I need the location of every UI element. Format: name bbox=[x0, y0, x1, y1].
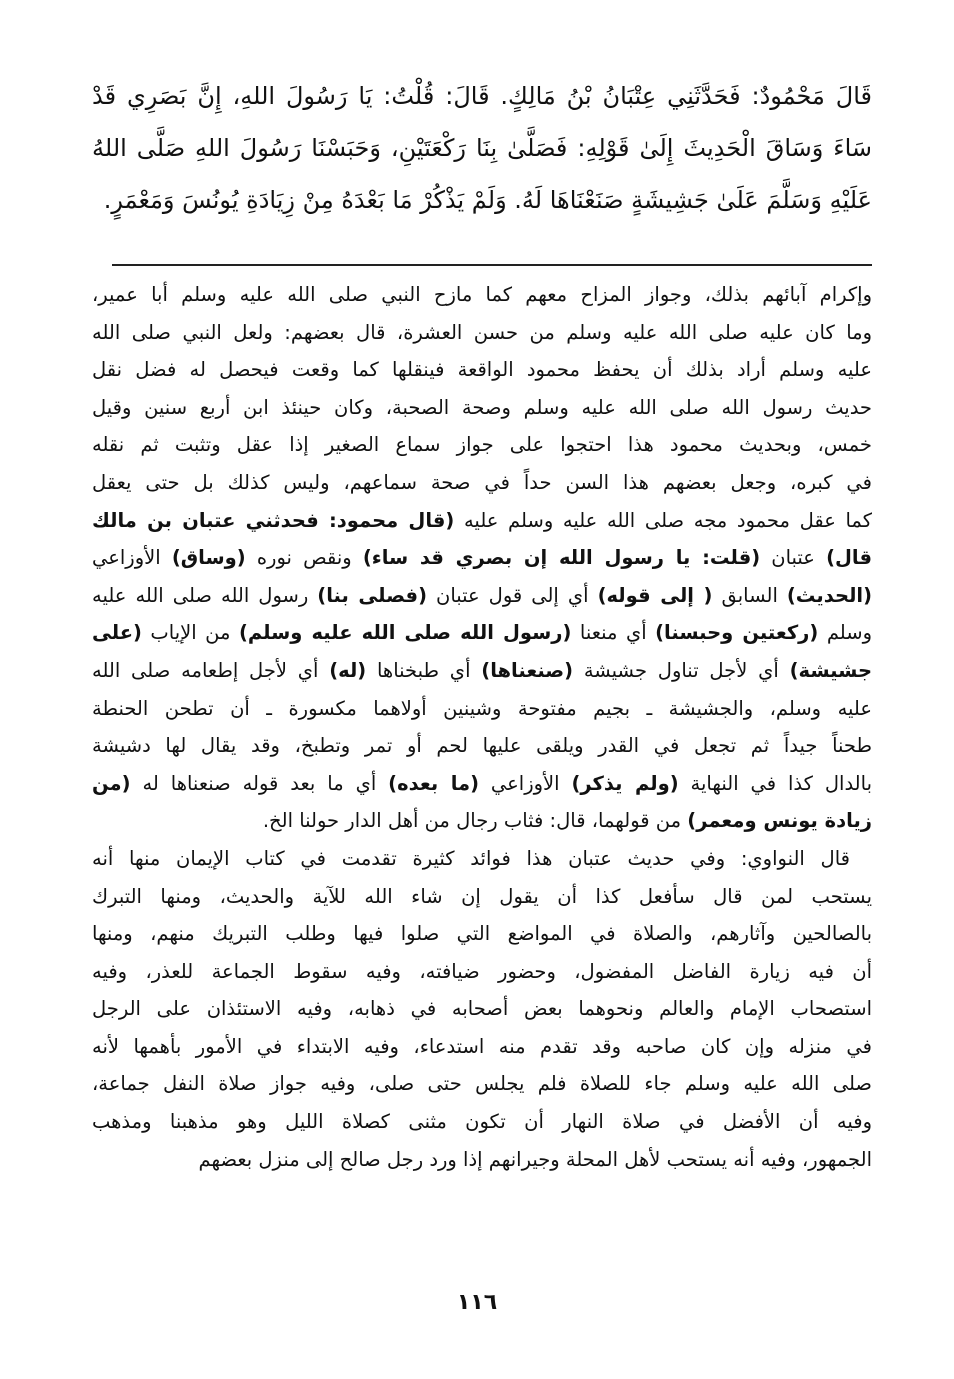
commentary-text: أي ما بعد قوله صنعناها له bbox=[130, 771, 389, 795]
commentary-text: طحناً جيداً ثم تجعل في القدر ويلقى عليها لحم أو تمر وتطبخ، وقد يقال لها دشيشة bbox=[92, 734, 872, 758]
quoted-hadith-phrase: (فصلى بنا) bbox=[317, 583, 427, 607]
commentary-text: وسلم bbox=[818, 621, 872, 645]
commentary-text: من الإياب bbox=[141, 621, 239, 645]
commentary-text: الأوزاعي bbox=[479, 771, 572, 795]
commentary-line bbox=[92, 314, 872, 352]
commentary-line: يستحب لمن قال سأفعل كذا أن يقول إن شاء الله للآية والحديث، ومنها التبرك bbox=[92, 884, 872, 908]
commentary-text: عليه وسلم، والجشيشة ـ بجيم مفتوحة وشينين أولاهما مكسورة ـ أن تطحن الحنطة bbox=[92, 696, 872, 720]
commentary-text: وما كان عليه صلى الله عليه وسلم من حسن العشرة، قال بعضهم: ولعل النبي صلى الله bbox=[92, 320, 872, 344]
commentary-line bbox=[92, 389, 872, 427]
commentary-line bbox=[92, 577, 872, 615]
commentary-text: كما عقل محمود مجه صلى الله عليه وسلم عليه bbox=[454, 508, 872, 532]
commentary-text: حديث رسول الله صلى الله عليه وسلم وصحة الصحبة، وكان حينئذ ابن أربع سنين وقيل bbox=[92, 395, 872, 419]
commentary-text: أي إلى قول عتبان bbox=[426, 583, 598, 607]
hadith-text bbox=[92, 70, 872, 226]
commentary-text: الأوزاعي bbox=[92, 546, 172, 570]
commentary-text: بالدال كذا في النهاية bbox=[678, 771, 872, 795]
quoted-hadith-phrase: (الحديث) bbox=[786, 583, 872, 607]
quoted-hadith-phrase: (وساق) bbox=[171, 546, 246, 570]
page-body bbox=[92, 70, 872, 1178]
commentary-line: في منزله وإن كان صاحبه وقد تقدم منه استدعاء، وفيه الابتداء في الأمور بأهمها لأنه bbox=[92, 1034, 872, 1058]
quoted-hadith-phrase: (ولم يذكر) bbox=[571, 771, 679, 795]
commentary-paragraph-2 bbox=[92, 840, 872, 1178]
commentary-text: ونقص نوره bbox=[245, 546, 363, 570]
commentary-text: أي منعنا bbox=[571, 621, 656, 645]
commentary-line bbox=[92, 614, 872, 652]
commentary-text: من قولهما، قال: فثاب رجال من أهل الدار حولنا الخ. bbox=[262, 809, 688, 833]
quoted-hadith-phrase: (له) bbox=[329, 658, 367, 682]
commentary-text: السابق bbox=[712, 583, 787, 607]
quoted-hadith-phrase: (على bbox=[92, 621, 142, 645]
commentary-line: أن فيه زيارة الفاضل المفضول، وحضور ضيافته، وفيه سقوط الجماعة للعذر، وفيه bbox=[92, 959, 872, 983]
commentary-text: أي لأجل تناول جشيشة bbox=[573, 658, 790, 682]
quoted-hadith-phrase: (قال محمود: فحدثني عتبان بن مالك bbox=[92, 508, 455, 532]
quoted-hadith-phrase: (صنعناها) bbox=[481, 658, 574, 682]
commentary-paragraph-1 bbox=[92, 276, 872, 840]
commentary-line bbox=[92, 765, 872, 803]
commentary-line bbox=[92, 690, 872, 728]
commentary-line: قال النواوي: وفي حديث عتبان هذا فوائد كثيرة تقدمت في كتاب الإيمان منها أنه bbox=[92, 846, 850, 870]
commentary-text: أي طبخناها bbox=[366, 658, 482, 682]
commentary-line bbox=[92, 351, 872, 389]
commentary-text: في كبره، وجعل بعضهم هذا السن حداً في صحة سماعهم، وليس كذلك بل حتى يعقل bbox=[92, 470, 872, 494]
commentary-text: خمس، وبحديث محمود هذا احتجوا على جواز سماع الصغير إذا عقل وتثبت ثم نقله bbox=[92, 433, 872, 457]
commentary-text: عتبان bbox=[760, 546, 827, 570]
commentary-text: رسول الله صلى الله عليه bbox=[92, 583, 318, 607]
quoted-hadith-phrase: زيادة يونس ومعمر) bbox=[687, 809, 872, 833]
commentary-line: بالصالحين وآثارهم، والصلاة في المواضع التي صلوا فيها وطلب التبريك منهم، ومنها bbox=[92, 922, 872, 946]
hadith-line: سَاءَ وَسَاقَ الْحَدِيثَ إِلَىٰ قَوْلِهِ: فَصَلَّىٰ بِنَا رَكْعَتَيْنِ، وَحَبَسْنَا رَسُولَ اللهِ صَلَّى اللهُ bbox=[92, 134, 872, 162]
commentary-line bbox=[92, 727, 872, 765]
quoted-hadith-phrase: (رسول الله صلى الله عليه وسلم) bbox=[238, 621, 572, 645]
commentary-line bbox=[92, 502, 872, 540]
quoted-hadith-phrase: ( إلى قوله) bbox=[597, 583, 713, 607]
commentary-line: استصحاب الإمام والعالم ونحوهما بعض أصحابه في ذهابه، وفيه الاستئذان على الرجل bbox=[92, 997, 872, 1021]
quoted-hadith-phrase: قال) bbox=[826, 546, 872, 570]
commentary-line bbox=[92, 652, 872, 690]
commentary-line bbox=[92, 276, 872, 314]
quoted-hadith-phrase: جشيشة) bbox=[789, 658, 872, 682]
hadith-line: قَالَ مَحْمُودٌ: فَحَدَّثَنِي عِتْبَانُ بْنُ مَالِكٍ. قَالَ: قُلْتُ: يَا رَسُولَ اللهِ، إِنَّ بَصَرِي قَدْ bbox=[92, 82, 872, 110]
commentary-text: أي لأجل إطعامه صلى الله bbox=[92, 658, 330, 682]
commentary-line bbox=[92, 539, 872, 577]
commentary-line: صلى الله عليه وسلم جاء للصلاة فلم يجلس حتى صلى، وفيه جواز صلاة النفل جماعة، bbox=[92, 1072, 872, 1096]
commentary-line bbox=[92, 802, 872, 840]
quoted-hadith-phrase: (من bbox=[92, 771, 131, 795]
commentary-line bbox=[92, 426, 872, 464]
commentary-line bbox=[92, 464, 872, 502]
quoted-hadith-phrase: (قلت: يا رسول الله إن بصري قد ساء) bbox=[362, 546, 761, 570]
footnote-divider bbox=[112, 264, 872, 266]
commentary-line: وفيه أن الأفضل في صلاة النهار أن تكون مثنى كصلاة الليل وهو مذهبنا ومذهب bbox=[92, 1110, 872, 1134]
quoted-hadith-phrase: (ركعتين وحبسنا) bbox=[655, 621, 819, 645]
page-number: ١١٦ bbox=[456, 1290, 498, 1315]
commentary-text: وإكرام آبائهم بذلك، وجواز المزاح معهم كما مازح النبي صلى الله عليه وسلم أبا عمير، bbox=[92, 283, 872, 306]
quoted-hadith-phrase: (ما بعده) bbox=[388, 771, 479, 795]
commentary-line: الجمهور، وفيه أنه يستحب لأهل المحلة وجيرانهم إذا ورد رجل صالح إلى منزل بعضهم bbox=[198, 1147, 872, 1171]
commentary-text: عليه وسلم أراد بذلك أن يحفظ محمود الواقعة فينقلها كما وقعت فيحصل له فضل نقل bbox=[92, 358, 872, 382]
hadith-line: عَلَيْهِ وَسَلَّمَ عَلَىٰ جَشِيشَةٍ صَنَعْنَاهَا لَهُ. وَلَمْ يَذْكُرْ مَا بَعْدَهُ مِنْ زِيَادَةِ يُونُسَ وَمَعْمَرٍ. bbox=[103, 186, 872, 214]
